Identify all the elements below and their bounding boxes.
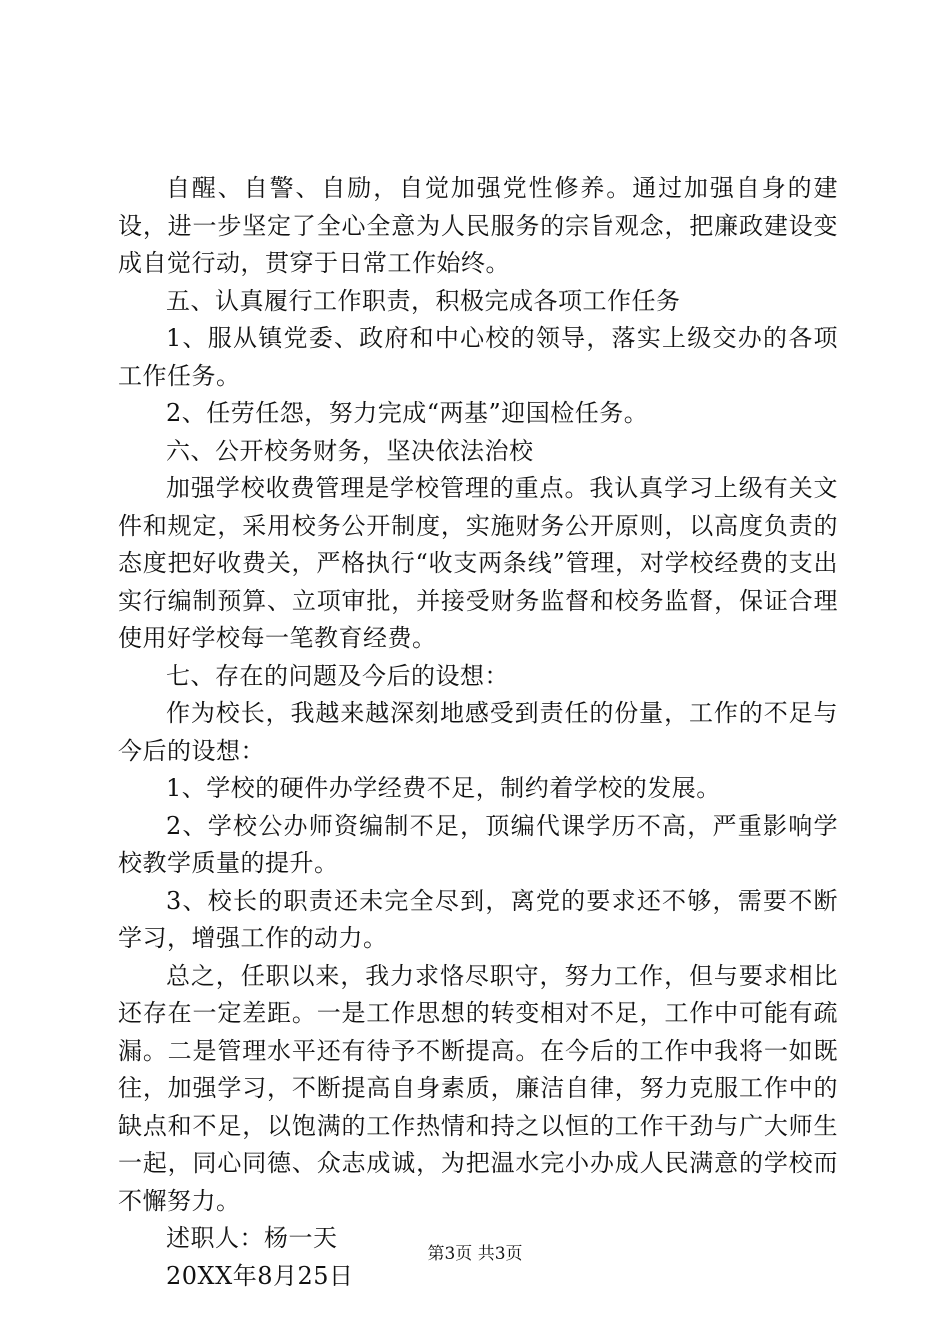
section-heading-7: 七、存在的问题及今后的设想： <box>166 661 509 690</box>
paragraph-continuation: 自醒、自警、自励，自觉加强党性修养。通过加强自身的建设，进一步坚定了全心全意为人民服务的宗旨观念，把廉政建设变成自觉行动，贯穿于日常工作始终。 <box>118 174 838 277</box>
list-item: 2、学校公办师资编制不足，顶编代课学历不高，严重影响学校教学质量的提升。 <box>118 811 838 877</box>
paragraph: 加强学校收费管理是学校管理的重点。我认真学习上级有关文件和规定，采用校务公开制度，实施财务公开原则，以高度负责的态度把好收费关，严格执行“收支两条线”管理，对学校经费的支出实行编制预算、立项审批，并接受财务监督和校务监督，保证合理使用好学校每一笔教育经费。 <box>118 474 838 652</box>
section-heading-5: 五、认真履行工作职责，积极完成各项工作任务 <box>166 286 681 315</box>
list-item: 1、服从镇党委、政府和中心校的领导，落实上级交办的各项工作任务。 <box>118 324 838 390</box>
body-text <box>118 170 838 1295</box>
paragraph: 作为校长，我越来越深刻地感受到责任的份量，工作的不足与今后的设想： <box>118 699 838 765</box>
list-item: 3、校长的职责还未完全尽到，离党的要求还不够，需要不断学习，增强工作的动力。 <box>118 886 838 952</box>
section-heading-6: 六、公开校务财务，坚决依法治校 <box>166 436 534 465</box>
signature-line: 述职人：杨一天 <box>166 1224 338 1252</box>
list-item: 1、学校的硬件办学经费不足，制约着学校的发展。 <box>166 774 721 802</box>
summary-paragraph: 总之，任职以来，我力求恪尽职守，努力工作，但与要求相比还存在一定差距。一是工作思想的转变相对不足，工作中可能有疏漏。二是管理水平还有待予不断提高。在今后的工作中我将一如既往，加强学习，不断提高自身素质，廉洁自律，努力克服工作中的缺点和不足，以饱满的工作热情和持之以恒的工作干劲与广大师生一起，同心同德、众志成诚，为把温水完小办成人民满意的学校而不懈努力。 <box>118 961 838 1215</box>
page-footer: 第3页 共3页 <box>427 1244 523 1264</box>
date-line: 20XX年8月25日 <box>166 1261 354 1290</box>
list-item: 2、任劳任怨，努力完成“两基”迎国检任务。 <box>166 399 649 427</box>
